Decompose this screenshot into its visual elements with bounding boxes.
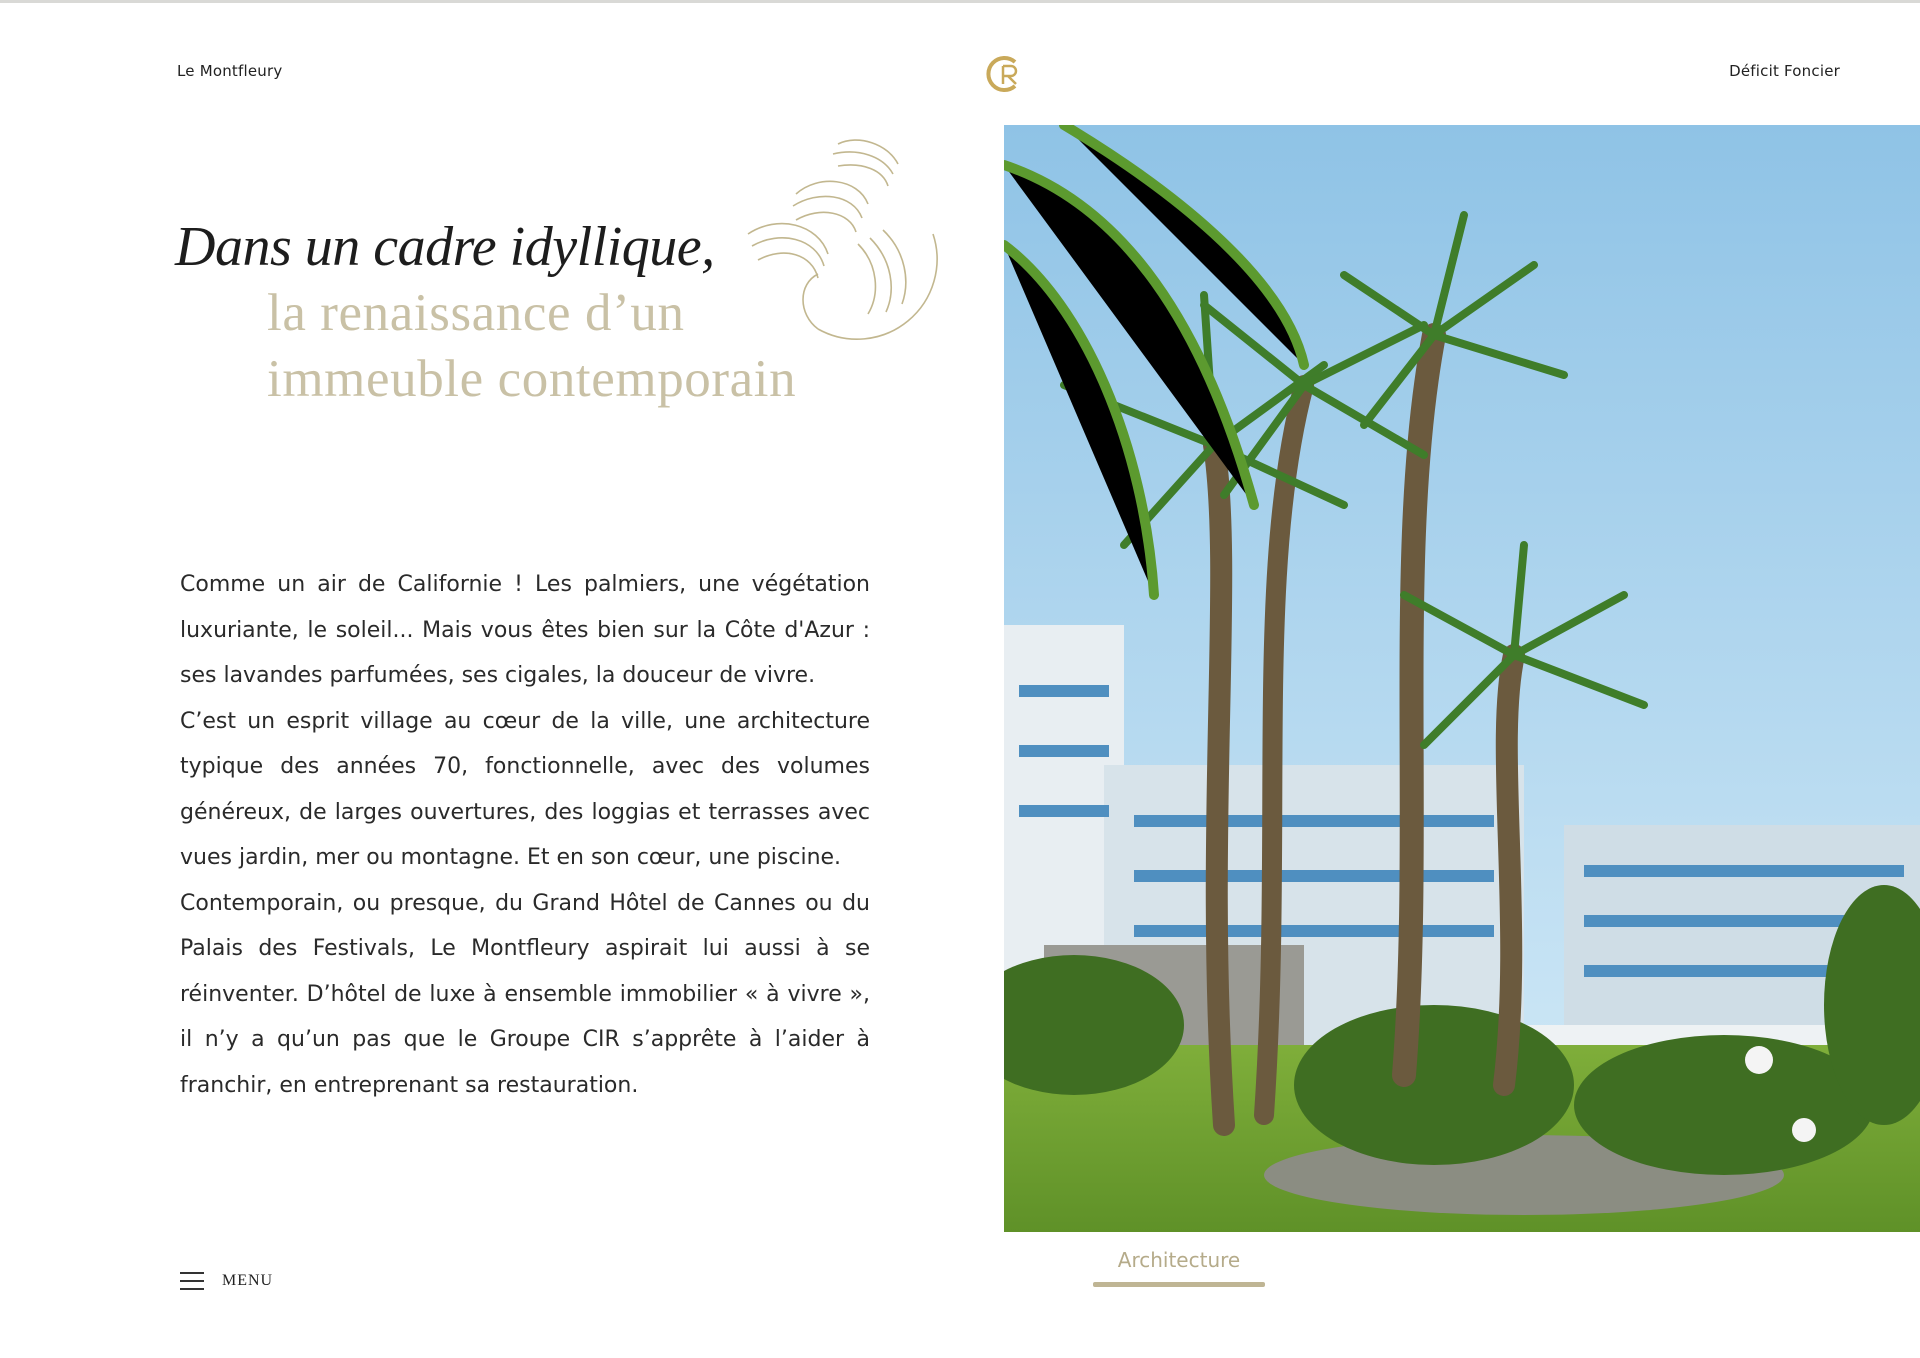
- headline-line-3: immeuble contemporain: [267, 350, 797, 408]
- palm-leaf-drawing: [738, 134, 948, 344]
- headline-line-1: Dans un cadre idyllique,: [175, 216, 715, 278]
- menu-button[interactable]: [180, 1272, 273, 1290]
- top-rule: [0, 0, 1920, 3]
- body-copy: [180, 562, 870, 1108]
- headline-line-2: la renaissance d’un: [267, 284, 685, 342]
- palm-garden-photo: [1004, 125, 1920, 1232]
- header-right-title: Déficit Foncier: [1729, 62, 1840, 80]
- hamburger-icon: [180, 1272, 204, 1290]
- cr-monogram-logo: [985, 54, 1029, 94]
- body-paragraph-1: Comme un air de Californie ! Les palmiers, une végétation luxuriante, le soleil... Mais vous êtes bien sur la Côte d'Azur : ses lavandes parfumées, ses cigales, la douceur de vivre.: [180, 572, 870, 688]
- caption-underline: [1093, 1282, 1265, 1287]
- menu-label: MENU: [222, 1272, 274, 1289]
- body-paragraph-3: Contemporain, ou presque, du Grand Hôtel de Cannes ou du Palais des Festivals, Le Montfleury aspirait lui aussi à se réinventer. D’hôtel de luxe à ensemble immobilier « à vivre », il n’y a qu’un pas que le Groupe CIR s’apprête à l’aider à franchir, en entreprenant sa restauration.: [180, 890, 870, 1098]
- section-caption: Architecture: [1117, 1248, 1241, 1272]
- body-paragraph-2: C’est un esprit village au cœur de la ville, une architecture typique des années 70, fonctionnelle, avec des volumes généreux, de larges ouvertures, des loggias et terrasses avec vues jardin, mer ou montagne. Et en son cœur, une piscine.: [180, 708, 870, 870]
- header-left-title: Le Montfleury: [177, 62, 283, 80]
